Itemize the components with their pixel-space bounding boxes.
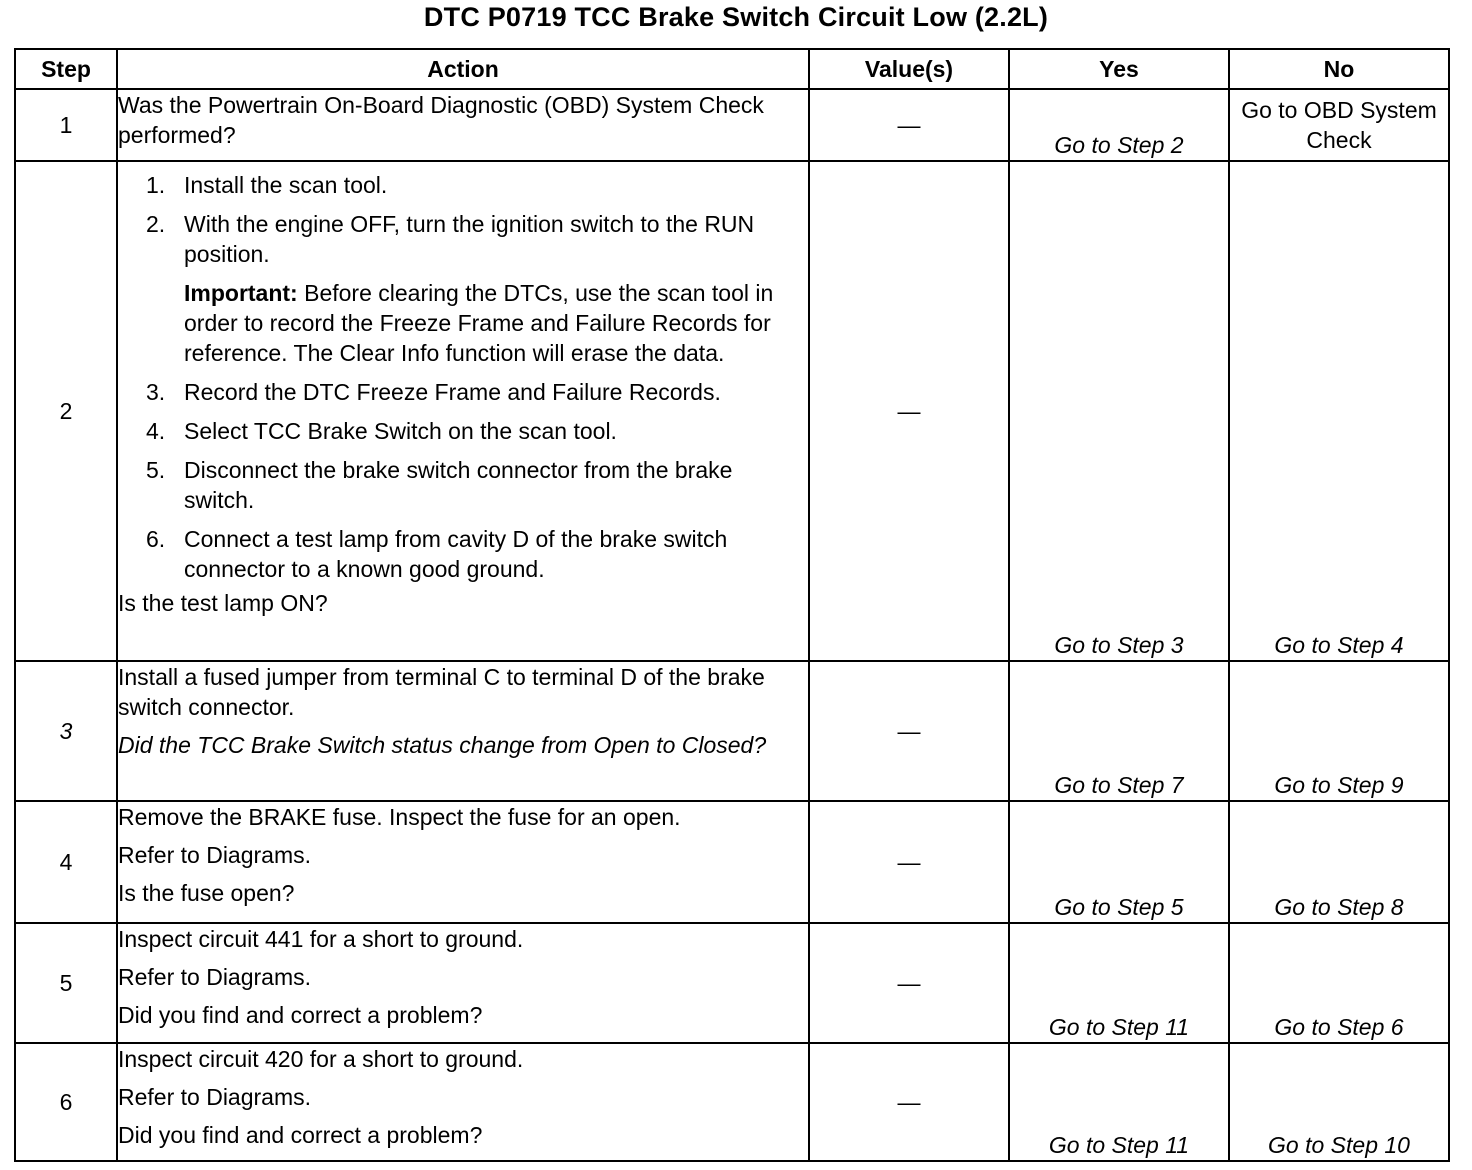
value-cell: — [809,661,1009,801]
no-cell: Go to Step 10 [1229,1043,1449,1161]
value-cell: — [809,1043,1009,1161]
yes-cell: Go to Step 11 [1009,1043,1229,1161]
value-cell: — [809,923,1009,1043]
step-number: 1 [15,89,117,161]
action-text: Remove the BRAKE fuse. Inspect the fuse for an open. [118,804,681,830]
header-yes: Yes [1009,49,1229,89]
action-question: Did you find and correct a problem? [118,1002,483,1028]
action-cell [117,161,809,661]
action-text: Was the Powertrain On-Board Diagnostic (OBD) System Check performed? [118,92,764,148]
table-row [15,801,1449,923]
action-reference: Refer to Diagrams. [118,1084,312,1110]
no-cell: Go to OBD System Check [1229,89,1449,161]
important-note [118,278,808,368]
value-cell: — [809,801,1009,923]
list-item: 4. Select TCC Brake Switch on the scan tool. [146,418,617,444]
action-reference: Refer to Diagrams. [118,964,312,990]
header-step: Step [15,49,117,89]
action-text: Inspect circuit 441 for a short to ground. [118,926,524,952]
diagnostic-table [14,48,1450,1162]
substep-list [118,377,808,584]
list-item: 3. Record the DTC Freeze Frame and Failure Records. [146,379,721,405]
table-row [15,661,1449,801]
table-row [15,89,1449,161]
page-title: DTC P0719 TCC Brake Switch Circuit Low (2.2L) [423,2,1049,32]
table-row [15,1043,1449,1161]
action-text: Install a fused jumper from terminal C to terminal D of the brake switch connector. [118,664,765,720]
step-number: 2 [15,161,117,661]
no-cell: Go to Step 9 [1229,661,1449,801]
action-cell [117,923,809,1043]
yes-cell: Go to Step 3 [1009,161,1229,661]
header-values: Value(s) [809,49,1009,89]
no-cell: Go to Step 8 [1229,801,1449,923]
no-cell: Go to Step 6 [1229,923,1449,1043]
table-row [15,161,1449,661]
table-header-row [15,49,1449,89]
list-item: 1. Install the scan tool. [146,172,388,198]
action-question: Is the fuse open? [118,880,295,906]
list-item: 5. Disconnect the brake switch connector from the brake switch. [146,457,733,513]
note-label: Important: [184,280,298,306]
substep-list [118,170,808,269]
action-cell [117,89,809,161]
no-cell: Go to Step 4 [1229,161,1449,661]
step-number: 6 [15,1043,117,1161]
list-item: 6. Connect a test lamp from cavity D of the brake switch connector to a known good ground. [146,526,728,582]
action-cell [117,1043,809,1161]
list-item: 2. With the engine OFF, turn the ignition switch to the RUN position. [146,211,755,267]
action-cell [117,661,809,801]
action-question: Is the test lamp ON? [118,590,328,616]
yes-cell: Go to Step 11 [1009,923,1229,1043]
action-reference: Refer to Diagrams. [118,842,312,868]
yes-cell: Go to Step 2 [1009,89,1229,161]
action-text: Inspect circuit 420 for a short to ground. [118,1046,524,1072]
value-cell: — [809,161,1009,661]
header-action: Action [117,49,809,89]
header-no: No [1229,49,1449,89]
yes-cell: Go to Step 7 [1009,661,1229,801]
note-text: Before clearing the DTCs, use the scan tool in order to record the Freeze Frame and Failure Records for reference. The Clear Info function will erase the data. [184,280,774,366]
step-number: 5 [15,923,117,1043]
action-question: Did you find and correct a problem? [118,1122,483,1148]
yes-cell: Go to Step 5 [1009,801,1229,923]
action-question: Did the TCC Brake Switch status change from Open to Closed? [118,732,767,758]
value-cell: — [809,89,1009,161]
action-cell [117,801,809,923]
step-number: 4 [15,801,117,923]
table-row [15,923,1449,1043]
step-number: 3 [15,661,117,801]
